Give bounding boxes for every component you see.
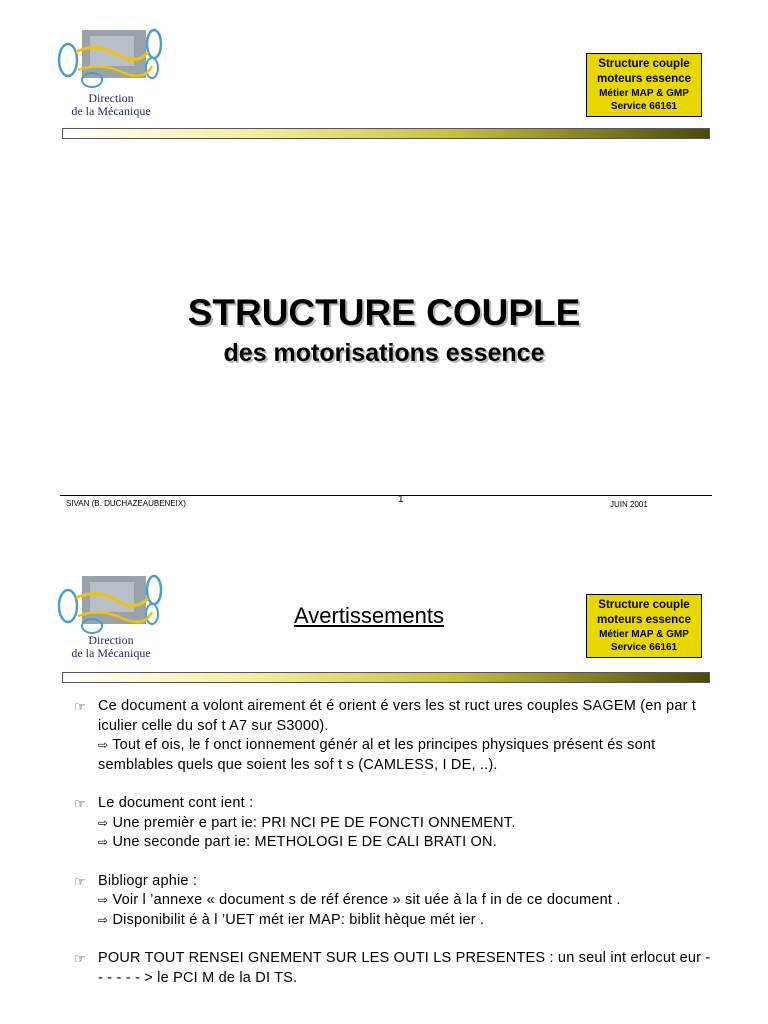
pointing-hand-icon: ☞: [74, 873, 86, 889]
logo-line-1: Direction: [88, 91, 134, 105]
badge-line-3: Métier MAP & GMP: [599, 88, 689, 99]
badge-line-3: Métier MAP & GMP: [599, 629, 689, 640]
badge-line-1: Structure couple: [598, 58, 690, 70]
sub-item: [98, 814, 714, 834]
engine-logo-icon: [56, 568, 166, 638]
pointing-hand-icon: ☞: [74, 796, 86, 811]
sub-item-text: Une premièr e part ie: PRI NCI PE DE FONCTI ONNEMENT.: [112, 814, 516, 831]
list-item-text: Bibliogr aphie :: [98, 872, 198, 889]
logo-line-2: de la Mécanique: [71, 104, 151, 118]
arrow-right-icon: ⇨: [98, 835, 109, 849]
badge-line-2: moteurs essence: [597, 614, 691, 626]
sub-item-text: Voir l ’annexe « document s de réf érence » sit uée à la f in de ce document .: [112, 892, 621, 908]
sub-item: [98, 833, 714, 853]
header-divider-bar: [62, 672, 710, 683]
logo-line-2: de la Mécanique: [71, 646, 151, 660]
pointing-hand-icon: ☞: [74, 699, 86, 714]
list-item: [74, 794, 714, 853]
logo-line-1: Direction: [88, 633, 134, 647]
direction-mecanique-logo: [56, 568, 166, 660]
slide-2: [0, 530, 768, 1024]
sub-item: [98, 891, 714, 911]
sub-item-text: Une seconde part ie: METHOLOGI E DE CALI BRATI ON.: [112, 834, 497, 850]
list-item: [74, 872, 714, 931]
list-item: [74, 697, 714, 775]
engine-logo-icon: [56, 22, 166, 92]
sub-item-text: Tout ef ois, le f onct ionnement génér al et les principes physiques présent és sont semblables quels que soient les sof t s (CAMLESS, I DE, ..).: [98, 737, 656, 773]
footer-divider: [60, 495, 712, 496]
badge-line-2: moteurs essence: [597, 73, 691, 85]
footer-author: SIVAN (B. DUCHAZEAUBENEIX): [66, 499, 186, 508]
header-divider-bar: [62, 128, 710, 139]
list-item: [74, 949, 714, 988]
direction-mecanique-logo: [56, 22, 166, 118]
badge-line-4: Service 66161: [610, 642, 678, 653]
badge-line-4: Service 66161: [610, 101, 678, 112]
course-badge: [586, 53, 702, 117]
sub-item: [98, 736, 714, 775]
pointing-hand-icon: ☞: [74, 951, 86, 966]
footer-date: JUIN 2001: [610, 500, 648, 509]
arrow-right-icon: ⇨: [98, 912, 109, 927]
badge-line-1: Structure couple: [598, 599, 690, 611]
arrow-right-icon: ⇨: [98, 893, 109, 907]
arrow-right-icon: ⇨: [98, 738, 109, 752]
sub-item-text: Disponibilit é à l ’UET mét ier MAP: biblit hèque mét ier .: [112, 911, 485, 928]
section-title: Avertissements: [294, 603, 444, 628]
sub-item: [98, 911, 714, 931]
list-item-text: POUR TOUT RENSEI GNEMENT SUR LES OUTI LS PRESENTES : un seul int erlocut eur - - - - - - > le PCI M de la DI TS.: [98, 950, 711, 986]
footer-page-number: 1: [398, 494, 404, 505]
course-badge: [586, 594, 702, 658]
arrow-right-icon: ⇨: [98, 815, 109, 830]
list-item-text: Le document cont ient :: [98, 795, 254, 811]
warnings-list: [74, 697, 714, 1007]
page-subtitle: des motorisations essence: [223, 339, 545, 367]
list-item-text: Ce document a volont airement ét é orient é vers les st ruct ures couples SAGEM (en par t iculier celle du sof t A7 sur S3000).: [98, 698, 697, 734]
page-title: STRUCTURE COUPLE: [187, 292, 581, 333]
